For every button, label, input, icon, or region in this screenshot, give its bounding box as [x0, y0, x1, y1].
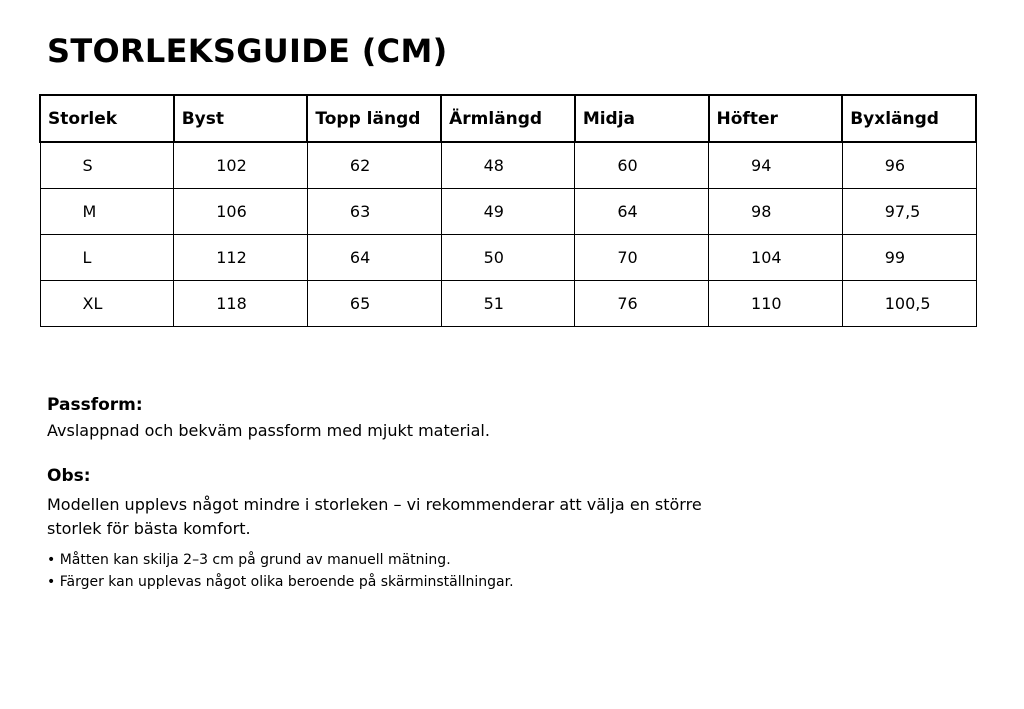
cell-top-length: 63	[307, 188, 441, 234]
cell-waist: 76	[575, 280, 709, 326]
cell-pants-length: 100,5	[842, 280, 976, 326]
cell-size: M	[40, 188, 174, 234]
size-chart-table	[39, 94, 977, 327]
table-row	[40, 188, 976, 234]
page-title: STORLEKSGUIDE (CM)	[47, 32, 448, 70]
cell-pants-length: 97,5	[842, 188, 976, 234]
fit-text: Avslappnad och bekväm passform med mjukt material.	[47, 421, 490, 440]
cell-waist: 64	[575, 188, 709, 234]
cell-top-length: 64	[307, 234, 441, 280]
cell-bust: 102	[174, 142, 308, 188]
table-row	[40, 142, 976, 188]
cell-pants-length: 99	[842, 234, 976, 280]
cell-waist: 60	[575, 142, 709, 188]
cell-waist: 70	[575, 234, 709, 280]
cell-hips: 110	[709, 280, 843, 326]
cell-bust: 106	[174, 188, 308, 234]
cell-top-length: 62	[307, 142, 441, 188]
cell-bust: 118	[174, 280, 308, 326]
cell-pants-length: 96	[842, 142, 976, 188]
cell-top-length: 65	[307, 280, 441, 326]
header-bust: Byst	[174, 95, 308, 142]
note-heading: Obs:	[47, 466, 91, 486]
list-item: • Färger kan upplevas något olika beroende på skärminställningar.	[47, 571, 514, 593]
cell-sleeve-length: 49	[441, 188, 575, 234]
header-size: Storlek	[40, 95, 174, 142]
cell-hips: 104	[709, 234, 843, 280]
cell-sleeve-length: 51	[441, 280, 575, 326]
cell-hips: 98	[709, 188, 843, 234]
cell-size: XL	[40, 280, 174, 326]
header-waist: Midja	[575, 95, 709, 142]
cell-hips: 94	[709, 142, 843, 188]
fit-heading: Passform:	[47, 395, 143, 415]
header-pants-length: Byxlängd	[842, 95, 976, 142]
header-hips: Höfter	[709, 95, 843, 142]
cell-size: L	[40, 234, 174, 280]
header-top-length: Topp längd	[307, 95, 441, 142]
cell-sleeve-length: 50	[441, 234, 575, 280]
table-row	[40, 280, 976, 326]
header-sleeve-length: Ärmlängd	[441, 95, 575, 142]
note-text-line-2: storlek för bästa komfort.	[47, 519, 251, 538]
notes-list	[47, 549, 514, 593]
cell-bust: 112	[174, 234, 308, 280]
cell-size: S	[40, 142, 174, 188]
list-item: • Måtten kan skilja 2–3 cm på grund av manuell mätning.	[47, 549, 514, 571]
table-header-row	[40, 95, 976, 142]
cell-sleeve-length: 48	[441, 142, 575, 188]
note-text-line-1: Modellen upplevs något mindre i storleken – vi rekommenderar att välja en större	[47, 495, 702, 514]
table-row	[40, 234, 976, 280]
